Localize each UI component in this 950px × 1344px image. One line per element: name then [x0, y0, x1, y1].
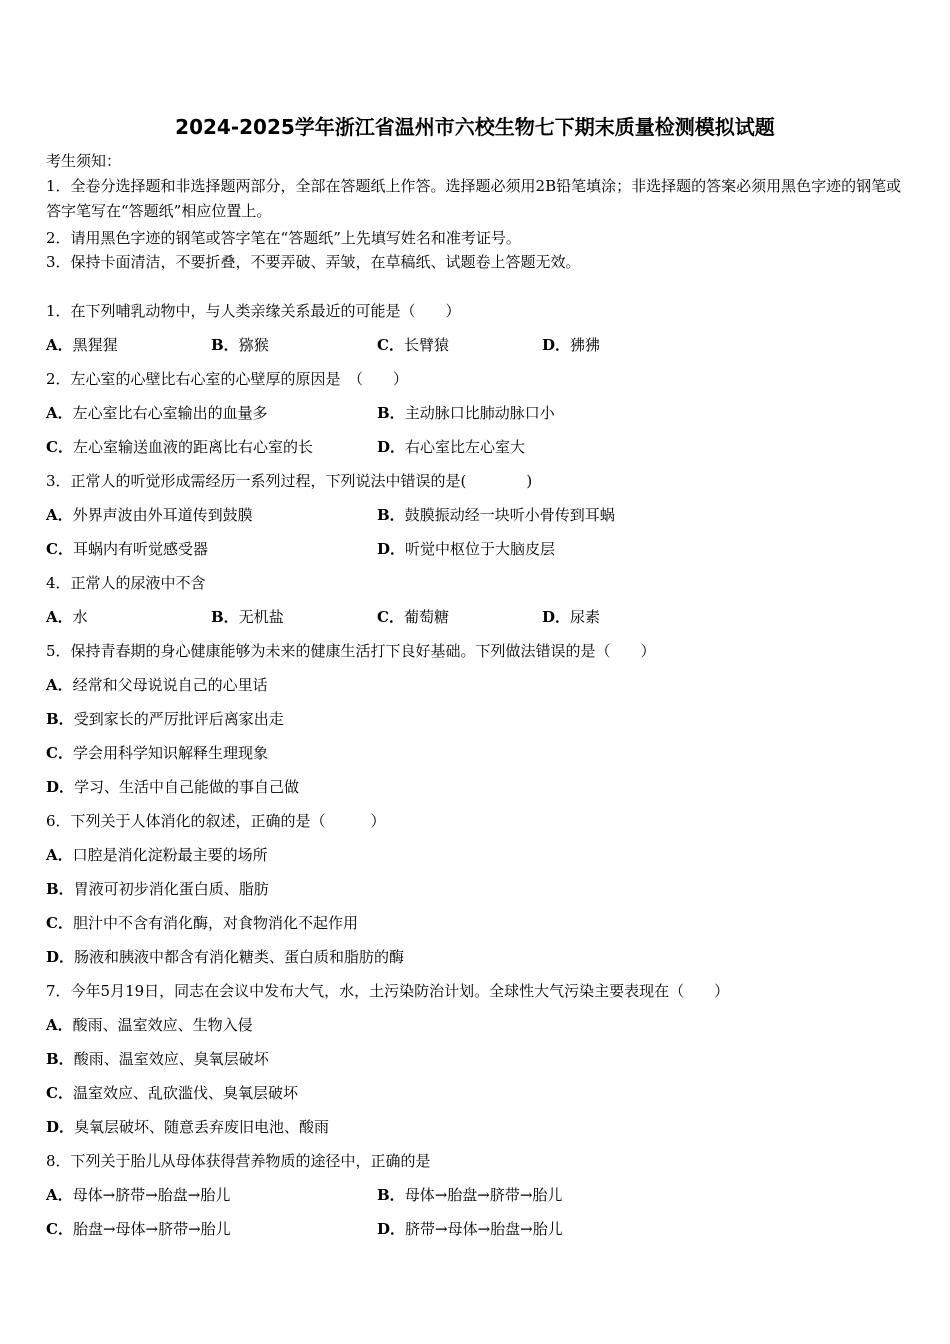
option-text: 经常和父母说说自己的心里话: [72, 676, 268, 694]
option-label: B．: [377, 1186, 405, 1204]
option-text: 胆汁中不含有消化酶，对食物消化不起作用: [72, 914, 358, 932]
option-text: 右心室比左心室大: [405, 438, 526, 456]
option-label: D．: [46, 1118, 75, 1136]
option-label: D．: [377, 1220, 406, 1238]
option-text: 耳蜗内有听觉感受器: [72, 540, 208, 558]
question-7-stem: 7．今年5月19日，同志在会议中发布大气，水，土污染防治计划。全球性大气污染主要表现在（ ）: [46, 982, 730, 1000]
option-text: 无机盐: [238, 608, 284, 626]
question-5-option-b[interactable]: [46, 709, 284, 729]
option-label: A．: [46, 1016, 73, 1034]
question-4-option-c[interactable]: [377, 607, 449, 627]
question-4-stem: 4．正常人的尿液中不含: [46, 574, 206, 592]
option-label: C．: [46, 744, 73, 762]
question-3-option-a[interactable]: [46, 505, 253, 525]
question-1-option-a[interactable]: [46, 335, 118, 355]
option-text: 外界声波由外耳道传到鼓膜: [72, 506, 253, 524]
question-1-option-c[interactable]: [377, 335, 449, 355]
option-text: 水: [72, 608, 88, 626]
option-label: C．: [377, 336, 404, 354]
option-label: A．: [46, 404, 73, 422]
question-6-stem: 6．下列关于人体消化的叙述，正确的是（ ）: [46, 812, 386, 830]
option-label: B．: [211, 336, 239, 354]
option-text: 胃液可初步消化蛋白质、脂肪: [73, 880, 269, 898]
option-label: A．: [46, 506, 73, 524]
option-text: 左心室输送血液的距离比右心室的长: [72, 438, 313, 456]
option-text: 左心室比右心室输出的血量多: [72, 404, 268, 422]
question-2-option-d[interactable]: [377, 437, 525, 457]
option-text: 温室效应、乱砍滥伐、臭氧层破坏: [72, 1084, 298, 1102]
option-label: A．: [46, 336, 73, 354]
option-label: C．: [46, 914, 73, 932]
question-8-option-a[interactable]: [46, 1185, 230, 1205]
question-7-option-d[interactable]: [46, 1117, 329, 1137]
question-6-option-b[interactable]: [46, 879, 269, 899]
notice-item-3: 3．保持卡面清洁，不要折叠，不要弄破、弄皱，在草稿纸、试题卷上答题无效。: [46, 253, 581, 271]
option-label: D．: [46, 948, 75, 966]
question-7-option-c[interactable]: [46, 1083, 298, 1103]
option-label: B．: [46, 710, 74, 728]
option-text: 长臂猿: [403, 336, 449, 354]
option-label: D．: [542, 608, 571, 626]
option-label: A．: [46, 676, 73, 694]
option-label: D．: [377, 540, 406, 558]
option-text: 鼓膜振动经一块听小骨传到耳蜗: [404, 506, 615, 524]
question-8-option-d[interactable]: [377, 1219, 563, 1239]
question-1-option-d[interactable]: [542, 335, 600, 355]
option-label: A．: [46, 846, 73, 864]
question-6-option-a[interactable]: [46, 845, 268, 865]
option-text: 肠液和胰液中都含有消化糖类、蛋白质和脂肪的酶: [74, 948, 405, 966]
question-8-option-c[interactable]: [46, 1219, 231, 1239]
question-3-option-d[interactable]: [377, 539, 555, 559]
question-6-option-c[interactable]: [46, 913, 358, 933]
question-2-option-a[interactable]: [46, 403, 268, 423]
question-1-option-b[interactable]: [211, 335, 269, 355]
question-3-stem: 3．正常人的听觉形成需经历一系列过程，下列说法中错误的是( ): [46, 472, 533, 490]
question-7-option-b[interactable]: [46, 1049, 269, 1069]
option-text: 酸雨、温室效应、臭氧层破坏: [73, 1050, 269, 1068]
option-label: B．: [211, 608, 239, 626]
page-title: 2024-2025学年浙江省温州市六校生物七下期末质量检测模拟试题: [175, 115, 775, 139]
option-text: 听觉中枢位于大脑皮层: [405, 540, 556, 558]
question-2-option-c[interactable]: [46, 437, 313, 457]
option-text: 酸雨、温室效应、生物入侵: [72, 1016, 253, 1034]
option-text: 主动脉口比肺动脉口小: [404, 404, 555, 422]
option-text: 臭氧层破坏、随意丢弃废旧电池、酸雨: [74, 1118, 330, 1136]
notice-item-1: 1．全卷分选择题和非选择题两部分，全部在答题纸上作答。选择题必须用2B铅笔填涂；非选择题的答案必须用黑色字迹的钢笔或答字笔写在“答题纸”相应位置上。: [46, 177, 902, 220]
option-text: 狒狒: [570, 336, 601, 354]
option-text: 猕猴: [238, 336, 269, 354]
question-2-stem: 2．左心室的心壁比右心室的心壁厚的原因是 （ ）: [46, 370, 409, 388]
option-label: A．: [46, 608, 73, 626]
question-4-option-d[interactable]: [542, 607, 600, 627]
option-label: C．: [46, 1220, 73, 1238]
option-label: B．: [46, 880, 74, 898]
question-1-stem: 1．在下列哺乳动物中，与人类亲缘关系最近的可能是（ ）: [46, 302, 461, 320]
question-8-stem: 8．下列关于胎儿从母体获得营养物质的途径中，正确的是: [46, 1152, 431, 1170]
notice-item-2: 2．请用黑色字迹的钢笔或答字笔在“答题纸”上先填写姓名和准考证号。: [46, 229, 521, 247]
question-2-option-b[interactable]: [377, 403, 555, 423]
option-label: A．: [46, 1186, 73, 1204]
option-label: B．: [377, 506, 405, 524]
option-text: 葡萄糖: [403, 608, 449, 626]
option-text: 尿素: [570, 608, 601, 626]
notice-heading: 考生须知：: [46, 152, 122, 170]
option-text: 脐带→母体→胎盘→胎儿: [405, 1220, 563, 1238]
option-text: 受到家长的严厉批评后离家出走: [73, 710, 284, 728]
option-label: C．: [377, 608, 404, 626]
question-4-option-b[interactable]: [211, 607, 284, 627]
question-5-option-c[interactable]: [46, 743, 268, 763]
question-3-option-b[interactable]: [377, 505, 615, 525]
option-label: C．: [46, 1084, 73, 1102]
option-text: 胎盘→母体→脐带→胎儿: [72, 1220, 231, 1238]
option-label: C．: [46, 438, 73, 456]
question-8-option-b[interactable]: [377, 1185, 562, 1205]
option-label: D．: [46, 778, 75, 796]
option-label: B．: [46, 1050, 74, 1068]
question-5-option-a[interactable]: [46, 675, 268, 695]
option-text: 母体→脐带→胎盘→胎儿: [72, 1186, 231, 1204]
question-3-option-c[interactable]: [46, 539, 208, 559]
question-5-stem: 5．保持青春期的身心健康能够为未来的健康生活打下良好基础。下列做法错误的是（ ）: [46, 642, 656, 660]
option-label: D．: [542, 336, 571, 354]
option-text: 黑猩猩: [72, 336, 118, 354]
question-4-option-a[interactable]: [46, 607, 88, 627]
option-label: B．: [377, 404, 405, 422]
option-text: 口腔是消化淀粉最主要的场所: [72, 846, 268, 864]
option-text: 学习、生活中自己能做的事自己做: [74, 778, 300, 796]
question-7-option-a[interactable]: [46, 1015, 253, 1035]
question-5-option-d[interactable]: [46, 777, 299, 797]
option-label: C．: [46, 540, 73, 558]
option-text: 母体→胎盘→脐带→胎儿: [404, 1186, 563, 1204]
option-text: 学会用科学知识解释生理现象: [72, 744, 268, 762]
question-6-option-d[interactable]: [46, 947, 404, 967]
option-label: D．: [377, 438, 406, 456]
